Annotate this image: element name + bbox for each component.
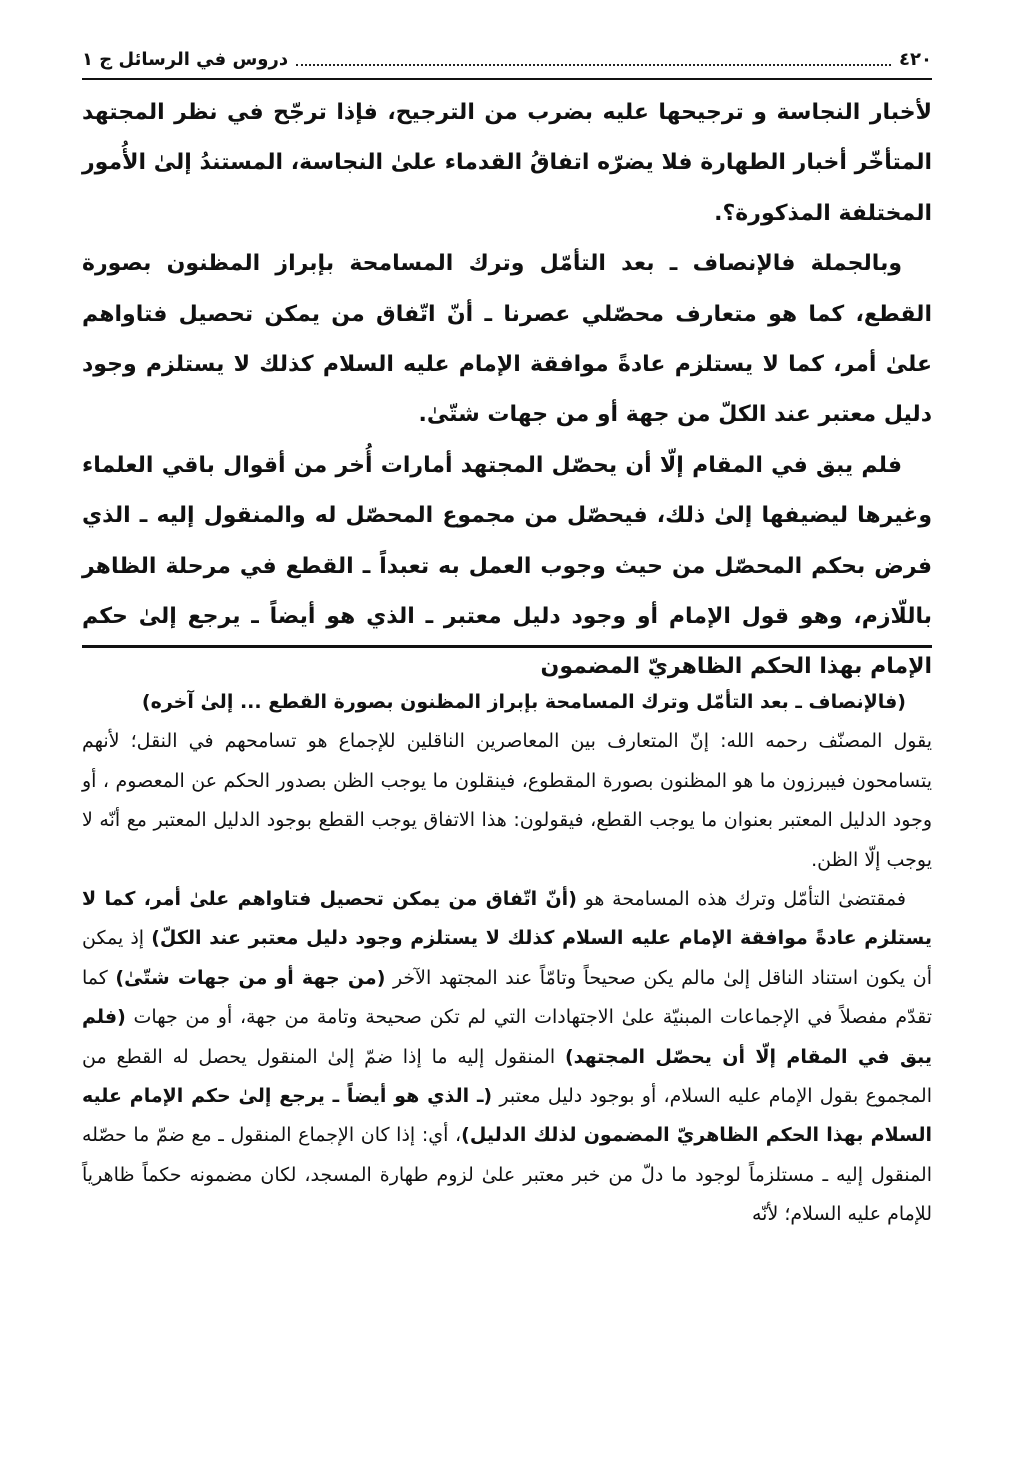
running-title: دروس في الرسائل ج ١ bbox=[82, 48, 289, 70]
quoted-text: (من جهة أو من جهات شتّىٰ) bbox=[115, 966, 386, 989]
commentary-text: فمقتضىٰ التأمّل وترك هذه المسامحة هو bbox=[576, 888, 906, 911]
main-paragraph-1: لأخبار النجاسة و ترجيحها عليه بضرب من الترجيح، فإذا ترجّح في نظر المجتهد المتأخّر أخبار الطهارة فلا يضرّه اتفاقُ القدماء علىٰ النجاسة، المستندُ إلىٰ الأُمور المختلفة المذكورة؟. bbox=[82, 100, 932, 226]
commentary-section bbox=[82, 683, 932, 1235]
quoted-text: (أنّ اتّفاق من يمكن تحصيل فتاواهم علىٰ أمر، كما لا يستلزم عادةً موافقة الإمام عليه السلام كذلك لا يستلزم وجود دليل معتبر عند الكلّ) bbox=[82, 888, 932, 950]
commentary-text: كما تقدّم مفصلاً في الإجماعات المبنيّة علىٰ الاجتهادات التي لم تكن صحيحة وتامة من جهة، أو من جهات bbox=[82, 966, 932, 1029]
main-paragraph-2: وبالجملة فالإنصاف ـ بعد التأمّل وترك المسامحة بإبراز المظنون بصورة القطع، كما هو متعارف محصّلي عصرنا ـ أنّ اتّفاق من يمكن تحصيل فتاواهم علىٰ أمر، كما لا يستلزم عادةً موافقة الإمام عليه السلام كذلك لا يستلزم وجود دليل معتبر عند الكلّ من جهة أو من جهات شتّىٰ. bbox=[82, 251, 932, 428]
page-header bbox=[82, 40, 932, 80]
commentary-text: المنقول إليه ما إذا ضمّ إلىٰ المنقول يحصل له القطع من المجموع بقول الإمام عليه السلام، أو بوجود دليل معتبر bbox=[82, 1045, 932, 1108]
commentary-lemma: (فالإنصاف ـ بعد التأمّل وترك المسامحة بإبراز المظنون بصورة القطع ... إلىٰ آخره) bbox=[141, 691, 906, 713]
header-dot-leader bbox=[296, 52, 891, 66]
quoted-text: (ـ الذي هو أيضاً ـ يرجع إلىٰ حكم الإمام عليه السلام بهذا الحكم الظاهريّ المضمون لذلك الدليل) bbox=[82, 1085, 932, 1147]
main-text bbox=[82, 88, 932, 693]
quoted-text: (فلم يبق في المقام إلّا أن يحصّل المجتهد) bbox=[82, 1006, 932, 1068]
main-paragraph-3: فلم يبق في المقام إلّا أن يحصّل المجتهد أمارات أُخر من أقوال باقي العلماء وغيرها ليضيفها إلىٰ ذلك، فيحصّل من مجموع المحصّل له والمنقول إليه ـ الذي فرض بحكم المحصّل من حيث وجوب العمل به تعبداً ـ القطع في مرحلة الظاهر باللّازم، وهو قول الإمام أو وجود دليل معتبر ـ الذي هو أيضاً ـ يرجع إلىٰ حكم الإمام بهذا الحكم الظاهريّ المضمون bbox=[82, 452, 932, 680]
page-number: ٤٢٠ bbox=[899, 48, 932, 70]
commentary-paragraph-2 bbox=[82, 880, 932, 1235]
footnote-separator bbox=[82, 645, 932, 648]
commentary-text: إذ يمكن أن يكون استناد الناقل إلىٰ مالم يكن صحيحاً وتامّاً عند المجتهد الآخر bbox=[82, 927, 933, 989]
commentary-text: ، أي: إذا كان الإجماع المنقول ـ مع ضمّ ما حصّله المنقول إليه ـ مستلزماً لوجود ما دلّ من خبر معتبر علىٰ لزوم طهارة المسجد، لكان مضمونه حكماً ظاهرياً للإمام عليه السلام؛ لأنّه bbox=[82, 1124, 932, 1226]
commentary-paragraph-1: يقول المصنّف رحمه الله: إنّ المتعارف بين المعاصرين الناقلين للإجماع هو تسامحهم في النقل؛ لأنهم يتسامحون فيبرزون ما هو المظنون بصورة المقطوع، فينقلون ما يوجب الظن بصدور الحكم عن المعصوم ، أو وجود الدليل المعتبر بعنوان ما يوجب القطع، فيقولون: هذا الاتفاق يوجب القطع بوجود الدليل المعتبر مع أنّه لا يوجب إلّا الظن. bbox=[82, 730, 932, 871]
